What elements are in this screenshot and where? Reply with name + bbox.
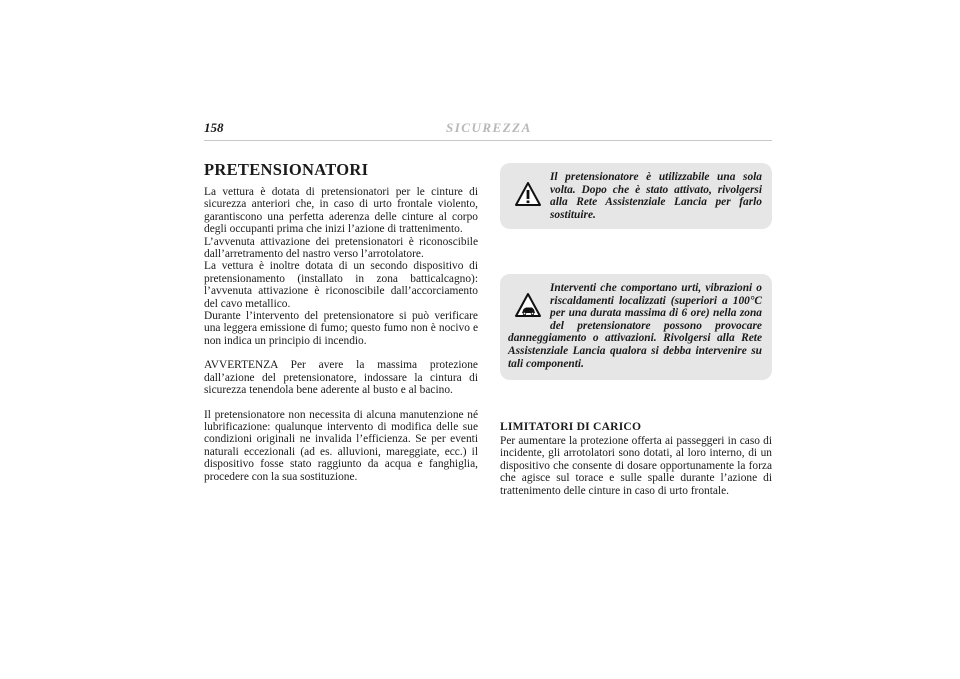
paragraph: La vettura è inoltre dotata di un secondo dispositivo di pretensionamento (installato in zona batticalcagno): l’avvenuta attivazione è riconoscibile dall’accorciamento del cavo metallico. (204, 260, 478, 310)
warning-box (500, 163, 772, 229)
warning-text: Il pretensionatore è utilizzabile una sola volta. Dopo che è stato attivato, rivolgersi alla Rete Assistenziale Lancia per farlo sostituire. (550, 171, 762, 221)
paragraph: L’avvenuta attivazione dei pretensionatori è riconoscibile dall’arretramento del nastro verso l’arrotolatore. (204, 235, 478, 261)
warning-box (500, 274, 772, 380)
header-divider (204, 140, 772, 141)
page-number: 158 (204, 120, 224, 135)
section-header: SICUREZZA (446, 120, 532, 135)
warning-triangle-icon (514, 181, 542, 207)
warning-text: Interventi che comportano urti, vibrazioni o riscaldamenti localizzati (superiori a 100°C per una durata massima di 6 ore) nella zona del pretensionatore possono provocare danneggiamento o attivazioni. Rivolgersi alla Rete Assistenziale Lancia qualora si debba intervenire su tali componenti. (508, 282, 762, 370)
paragraph: Durante l’intervento del pretensionatore si può verificare una leggera emissione di fumo; questo fumo non è nocivo e non indica un principio di incendio. (204, 310, 478, 347)
paragraph: La vettura è dotata di pretensionatori per le cinture di sicurezza anteriori che, in caso di urto frontale violento, garantiscono una perfetta aderenza delle cinture al corpo degli occupanti prima che inizi l’azione di trattenimento. (204, 186, 478, 236)
warning-triangle-car-icon (514, 292, 542, 318)
right-column (500, 420, 772, 497)
paragraph: Per aumentare la protezione offerta ai passeggeri in caso di incidente, gli arrotolatori sono dotati, al loro interno, di un dispositivo che consente di dosare opportunamente la forza che agisce sul torace e sulle spalle durante l’azione di trattenimento delle cinture in caso di urto frontale. (500, 435, 772, 497)
page-title: PRETENSIONATORI (204, 160, 369, 179)
paragraph: Il pretensionatore non necessita di alcuna manutenzione né lubrificazione: qualunque intervento di modifica delle sue condizioni originali ne invalida l’efficienza. Se per eventi naturali eccezionali (ad es. alluvioni, mareggiate, ecc.) il dispositivo fosse stato raggiunto da acqua e fanghiglia, procedere con la sua sostituzione. (204, 408, 478, 483)
section-heading: LIMITATORI DI CARICO (500, 420, 642, 433)
advisory-paragraph: AVVERTENZA Per avere la massima protezione dall’azione del pretensionatore, indossare la cintura di sicurezza tenendola bene aderente al busto e al bacino. (204, 359, 478, 397)
left-column (204, 160, 478, 483)
